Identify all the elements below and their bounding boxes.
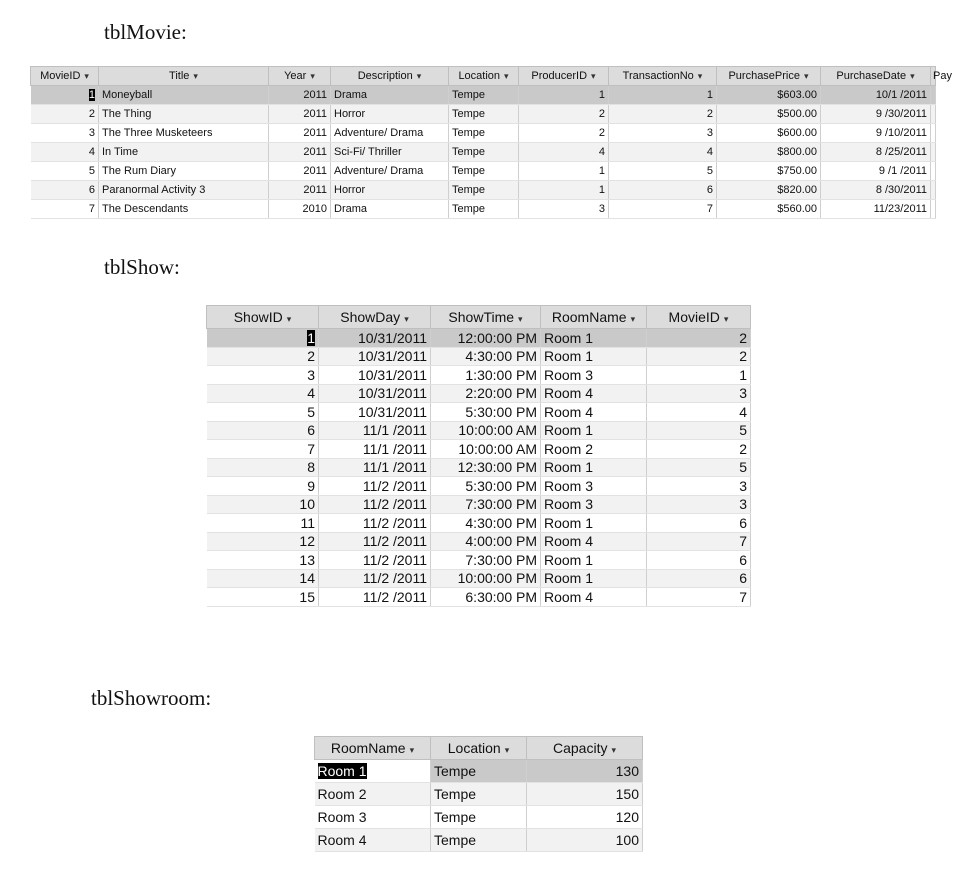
cell-purchasedate[interactable]: 9 /10/2011 <box>821 124 931 143</box>
table-row[interactable] <box>207 347 751 366</box>
cell-showtime[interactable]: 4:30:00 PM <box>431 347 541 366</box>
column-header-location[interactable]: Location ▾ <box>449 67 519 86</box>
cell-transactionno[interactable]: 2 <box>609 105 717 124</box>
cell-showid[interactable]: 1 <box>207 329 319 348</box>
cell-purchaseprice[interactable]: $603.00 <box>717 86 821 105</box>
cell-year[interactable]: 2010 <box>269 200 331 219</box>
dropdown-arrow-icon[interactable]: ▾ <box>404 314 409 324</box>
table-row[interactable] <box>31 162 936 181</box>
column-header-producerid[interactable]: ProducerID ▾ <box>519 67 609 86</box>
cell-description[interactable]: Sci-Fi/ Thriller <box>331 143 449 162</box>
cell-showday[interactable]: 11/2 /2011 <box>319 532 431 551</box>
cell-roomname[interactable]: Room 3 <box>541 477 647 496</box>
cell-year[interactable]: 2011 <box>269 143 331 162</box>
column-header-roomname[interactable]: RoomName ▾ <box>315 737 431 760</box>
cell-movieid[interactable]: 5 <box>647 421 751 440</box>
cell-location[interactable]: Tempe <box>431 806 527 829</box>
cell-showid[interactable]: 11 <box>207 514 319 533</box>
tblmovie-header-row <box>31 67 936 86</box>
cell-roomname[interactable]: Room 1 <box>541 551 647 570</box>
cell-roomname[interactable]: Room 2 <box>315 783 431 806</box>
column-header-purchaseprice[interactable]: PurchasePrice ▾ <box>717 67 821 86</box>
cell-movieid[interactable]: 2 <box>31 105 99 124</box>
cell-roomname[interactable]: Room 1 <box>541 421 647 440</box>
cell-location[interactable]: Tempe <box>449 105 519 124</box>
cell-movieid[interactable]: 5 <box>647 458 751 477</box>
cell-movieid[interactable]: 7 <box>647 532 751 551</box>
cell-showtime[interactable]: 7:30:00 PM <box>431 495 541 514</box>
cell-purchasedate[interactable]: 8 /30/2011 <box>821 181 931 200</box>
tblmovie-datasheet <box>30 66 952 219</box>
cell-capacity[interactable]: 150 <box>527 783 643 806</box>
table-row[interactable] <box>207 495 751 514</box>
column-header-movieid[interactable]: MovieID ▾ <box>31 67 99 86</box>
column-header-showid[interactable]: ShowID ▾ <box>207 306 319 329</box>
cell-purchaseprice[interactable]: $500.00 <box>717 105 821 124</box>
column-header-title[interactable]: Title ▾ <box>99 67 269 86</box>
cell-transactionno[interactable]: 4 <box>609 143 717 162</box>
cell-showid[interactable]: 8 <box>207 458 319 477</box>
cell-pay[interactable] <box>931 162 936 181</box>
cell-description[interactable]: Adventure/ Drama <box>331 162 449 181</box>
cell-movieid[interactable]: 6 <box>647 551 751 570</box>
cell-title[interactable]: The Rum Diary <box>99 162 269 181</box>
cell-location[interactable]: Tempe <box>449 181 519 200</box>
cell-showid[interactable]: 13 <box>207 551 319 570</box>
cell-location[interactable]: Tempe <box>431 760 527 783</box>
caption-tblshow: tblShow: <box>104 255 180 279</box>
dropdown-arrow-icon[interactable]: ▾ <box>630 314 636 324</box>
cell-showtime[interactable]: 6:30:00 PM <box>431 588 541 607</box>
dropdown-arrow-icon[interactable]: ▾ <box>193 71 198 81</box>
cell-title[interactable]: In Time <box>99 143 269 162</box>
table-row[interactable] <box>207 551 751 570</box>
column-header-movieid[interactable]: MovieID ▾ <box>647 306 751 329</box>
table-row[interactable] <box>315 760 643 783</box>
cell-producerid[interactable]: 2 <box>519 105 609 124</box>
cell-description[interactable]: Drama <box>331 86 449 105</box>
cell-pay[interactable] <box>931 200 936 219</box>
cell-showtime[interactable]: 4:30:00 PM <box>431 514 541 533</box>
cell-movieid[interactable]: 6 <box>31 181 99 200</box>
cell-roomname[interactable]: Room 3 <box>315 806 431 829</box>
cell-showtime[interactable]: 10:00:00 PM <box>431 569 541 588</box>
cell-title[interactable]: The Thing <box>99 105 269 124</box>
cell-showday[interactable]: 11/1 /2011 <box>319 421 431 440</box>
table-row[interactable] <box>315 806 643 829</box>
dropdown-arrow-icon[interactable]: ▾ <box>518 314 523 324</box>
cell-producerid[interactable]: 1 <box>519 162 609 181</box>
table-row[interactable] <box>31 105 936 124</box>
table-row[interactable] <box>207 514 751 533</box>
cell-capacity[interactable]: 100 <box>527 829 643 852</box>
cell-purchasedate[interactable]: 10/1 /2011 <box>821 86 931 105</box>
cell-movieid[interactable]: 4 <box>647 403 751 422</box>
tblshowroom-datasheet <box>314 736 643 852</box>
caption-tblmovie: tblMovie: <box>104 20 187 44</box>
table-row[interactable] <box>31 200 936 219</box>
cell-roomname[interactable]: Room 1 <box>541 514 647 533</box>
cell-showtime[interactable]: 4:00:00 PM <box>431 532 541 551</box>
cell-pay[interactable] <box>931 143 936 162</box>
column-header-year[interactable]: Year ▾ <box>269 67 331 86</box>
dropdown-arrow-icon[interactable]: ▾ <box>697 71 703 81</box>
cell-movieid[interactable]: 1 <box>31 86 99 105</box>
cell-showid[interactable]: 15 <box>207 588 319 607</box>
cell-location[interactable]: Tempe <box>449 124 519 143</box>
cell-showday[interactable]: 11/1 /2011 <box>319 458 431 477</box>
cell-roomname[interactable]: Room 2 <box>541 440 647 459</box>
cell-description[interactable]: Horror <box>331 181 449 200</box>
cell-showtime[interactable]: 5:30:00 PM <box>431 403 541 422</box>
table-row[interactable] <box>207 532 751 551</box>
cell-showid[interactable]: 3 <box>207 366 319 385</box>
cell-movieid[interactable]: 4 <box>31 143 99 162</box>
cell-movieid[interactable]: 6 <box>647 569 751 588</box>
cell-showid[interactable]: 2 <box>207 347 319 366</box>
caption-tblshowroom: tblShowroom: <box>91 686 212 710</box>
cell-pay[interactable] <box>931 124 936 143</box>
cell-showid[interactable]: 14 <box>207 569 319 588</box>
cell-movieid[interactable]: 3 <box>647 495 751 514</box>
table-row[interactable] <box>315 829 643 852</box>
table-row[interactable] <box>207 421 751 440</box>
cell-roomname[interactable]: Room 4 <box>541 384 647 403</box>
table-row[interactable] <box>31 86 936 105</box>
cell-location[interactable]: Tempe <box>449 162 519 181</box>
cell-showday[interactable]: 11/2 /2011 <box>319 495 431 514</box>
table-row[interactable] <box>207 477 751 496</box>
cell-description[interactable]: Drama <box>331 200 449 219</box>
cell-showtime[interactable]: 10:00:00 AM <box>431 421 541 440</box>
cell-movieid[interactable]: 3 <box>647 384 751 403</box>
cell-purchaseprice[interactable]: $820.00 <box>717 181 821 200</box>
cell-showid[interactable]: 5 <box>207 403 319 422</box>
cell-showday[interactable]: 11/1 /2011 <box>319 440 431 459</box>
cell-roomname[interactable]: Room 1 <box>541 347 647 366</box>
cell-roomname[interactable]: Room 3 <box>541 495 647 514</box>
cell-location[interactable]: Tempe <box>431 829 527 852</box>
column-header-purchasedate[interactable]: PurchaseDate ▾ <box>821 67 931 86</box>
column-header-description[interactable]: Description ▾ <box>331 67 449 86</box>
cell-pay[interactable] <box>931 181 936 200</box>
cell-showday[interactable]: 10/31/2011 <box>319 329 431 348</box>
table-row[interactable] <box>31 181 936 200</box>
cell-transactionno[interactable]: 3 <box>609 124 717 143</box>
cell-movieid[interactable]: 3 <box>647 477 751 496</box>
cell-capacity[interactable]: 130 <box>527 760 643 783</box>
table-row[interactable] <box>31 124 936 143</box>
cell-showday[interactable]: 10/31/2011 <box>319 403 431 422</box>
table-row[interactable] <box>207 569 751 588</box>
cell-roomname[interactable]: Room 3 <box>541 366 647 385</box>
cell-movieid[interactable]: 3 <box>31 124 99 143</box>
table-row[interactable] <box>207 588 751 607</box>
cell-producerid[interactable]: 3 <box>519 200 609 219</box>
cell-roomname[interactable]: Room 4 <box>315 829 431 852</box>
table-row[interactable] <box>315 783 643 806</box>
cell-purchasedate[interactable]: 11/23/2011 <box>821 200 931 219</box>
cell-showtime[interactable]: 2:20:00 PM <box>431 384 541 403</box>
cell-purchasedate[interactable]: 8 /25/2011 <box>821 143 931 162</box>
cell-year[interactable]: 2011 <box>269 181 331 200</box>
dropdown-arrow-icon[interactable]: ▾ <box>504 71 509 81</box>
column-header-pay[interactable]: Pay <box>931 67 936 86</box>
cell-title[interactable]: Moneyball <box>99 86 269 105</box>
dropdown-arrow-icon[interactable]: ▾ <box>416 71 422 81</box>
cell-roomname[interactable]: Room 1 <box>541 569 647 588</box>
tblshowroom-header-row <box>315 737 643 760</box>
cell-showday[interactable]: 11/2 /2011 <box>319 588 431 607</box>
dropdown-arrow-icon[interactable]: ▾ <box>591 71 596 81</box>
cell-transactionno[interactable]: 6 <box>609 181 717 200</box>
tblshow-datasheet <box>206 305 751 607</box>
table-row[interactable] <box>31 143 936 162</box>
cell-location[interactable]: Tempe <box>431 783 527 806</box>
cell-producerid[interactable]: 2 <box>519 124 609 143</box>
cell-pay[interactable] <box>931 86 936 105</box>
cell-year[interactable]: 2011 <box>269 124 331 143</box>
dropdown-arrow-icon[interactable]: ▾ <box>723 314 729 324</box>
cell-showid[interactable]: 7 <box>207 440 319 459</box>
cell-showid[interactable]: 12 <box>207 532 319 551</box>
cell-purchaseprice[interactable]: $750.00 <box>717 162 821 181</box>
cell-movieid[interactable]: 1 <box>647 366 751 385</box>
cell-movieid[interactable]: 7 <box>647 588 751 607</box>
cell-showid[interactable]: 9 <box>207 477 319 496</box>
cell-location[interactable]: Tempe <box>449 143 519 162</box>
column-header-showday[interactable]: ShowDay ▾ <box>319 306 431 329</box>
dropdown-arrow-icon[interactable]: ▾ <box>804 71 809 81</box>
table-row[interactable] <box>207 440 751 459</box>
cell-title[interactable]: The Descendants <box>99 200 269 219</box>
dropdown-arrow-icon[interactable]: ▾ <box>84 71 89 81</box>
cell-purchaseprice[interactable]: $560.00 <box>717 200 821 219</box>
cell-year[interactable]: 2011 <box>269 105 331 124</box>
cell-description[interactable]: Adventure/ Drama <box>331 124 449 143</box>
table-row[interactable] <box>207 458 751 477</box>
column-header-transactionno[interactable]: TransactionNo ▾ <box>609 67 717 86</box>
cell-movieid[interactable]: 2 <box>647 329 751 348</box>
cell-showday[interactable]: 10/31/2011 <box>319 366 431 385</box>
table-row[interactable] <box>207 403 751 422</box>
cell-capacity[interactable]: 120 <box>527 806 643 829</box>
dropdown-arrow-icon[interactable]: ▾ <box>286 314 292 324</box>
cell-producerid[interactable]: 1 <box>519 181 609 200</box>
cell-showid[interactable]: 10 <box>207 495 319 514</box>
dropdown-arrow-icon[interactable]: ▾ <box>310 71 315 81</box>
cell-producerid[interactable]: 1 <box>519 86 609 105</box>
cell-showday[interactable]: 11/2 /2011 <box>319 569 431 588</box>
cell-showtime[interactable]: 12:00:00 PM <box>431 329 541 348</box>
cell-movieid[interactable]: 2 <box>647 440 751 459</box>
cell-description[interactable]: Horror <box>331 105 449 124</box>
cell-roomname[interactable]: Room 4 <box>541 532 647 551</box>
cell-roomname[interactable]: Room 1 <box>541 329 647 348</box>
column-header-showtime[interactable]: ShowTime ▾ <box>431 306 541 329</box>
cell-showtime[interactable]: 5:30:00 PM <box>431 477 541 496</box>
cell-roomname[interactable]: Room 1 <box>315 760 431 783</box>
dropdown-arrow-icon[interactable]: ▾ <box>409 745 415 755</box>
dropdown-arrow-icon[interactable]: ▾ <box>504 745 510 755</box>
cell-purchaseprice[interactable]: $800.00 <box>717 143 821 162</box>
cell-purchaseprice[interactable]: $600.00 <box>717 124 821 143</box>
column-header-location[interactable]: Location ▾ <box>431 737 527 760</box>
cell-showday[interactable]: 10/31/2011 <box>319 347 431 366</box>
cell-movieid[interactable]: 7 <box>31 200 99 219</box>
column-header-roomname[interactable]: RoomName ▾ <box>541 306 647 329</box>
cell-movieid[interactable]: 2 <box>647 347 751 366</box>
table-row[interactable] <box>207 329 751 348</box>
cell-showid[interactable]: 4 <box>207 384 319 403</box>
cell-transactionno[interactable]: 1 <box>609 86 717 105</box>
cell-year[interactable]: 2011 <box>269 86 331 105</box>
cell-pay[interactable] <box>931 105 936 124</box>
cell-movieid[interactable]: 5 <box>31 162 99 181</box>
cell-transactionno[interactable]: 7 <box>609 200 717 219</box>
cell-title[interactable]: The Three Musketeers <box>99 124 269 143</box>
cell-showday[interactable]: 10/31/2011 <box>319 384 431 403</box>
cell-movieid[interactable]: 6 <box>647 514 751 533</box>
dropdown-arrow-icon[interactable]: ▾ <box>611 745 616 755</box>
cell-showtime[interactable]: 12:30:00 PM <box>431 458 541 477</box>
cell-purchasedate[interactable]: 9 /1 /2011 <box>821 162 931 181</box>
tblshow-header-row <box>207 306 751 329</box>
cell-producerid[interactable]: 4 <box>519 143 609 162</box>
cell-location[interactable]: Tempe <box>449 86 519 105</box>
cell-showday[interactable]: 11/2 /2011 <box>319 477 431 496</box>
cell-showtime[interactable]: 10:00:00 AM <box>431 440 541 459</box>
cell-showday[interactable]: 11/2 /2011 <box>319 514 431 533</box>
column-header-capacity[interactable]: Capacity ▾ <box>527 737 643 760</box>
cell-showday[interactable]: 11/2 /2011 <box>319 551 431 570</box>
cell-showtime[interactable]: 7:30:00 PM <box>431 551 541 570</box>
cell-location[interactable]: Tempe <box>449 200 519 219</box>
cell-roomname[interactable]: Room 4 <box>541 588 647 607</box>
cell-showtime[interactable]: 1:30:00 PM <box>431 366 541 385</box>
cell-transactionno[interactable]: 5 <box>609 162 717 181</box>
table-row[interactable] <box>207 366 751 385</box>
table-row[interactable] <box>207 384 751 403</box>
cell-purchasedate[interactable]: 9 /30/2011 <box>821 105 931 124</box>
cell-showid[interactable]: 6 <box>207 421 319 440</box>
cell-title[interactable]: Paranormal Activity 3 <box>99 181 269 200</box>
cell-year[interactable]: 2011 <box>269 162 331 181</box>
cell-roomname[interactable]: Room 1 <box>541 458 647 477</box>
cell-roomname[interactable]: Room 4 <box>541 403 647 422</box>
dropdown-arrow-icon[interactable]: ▾ <box>910 71 915 81</box>
